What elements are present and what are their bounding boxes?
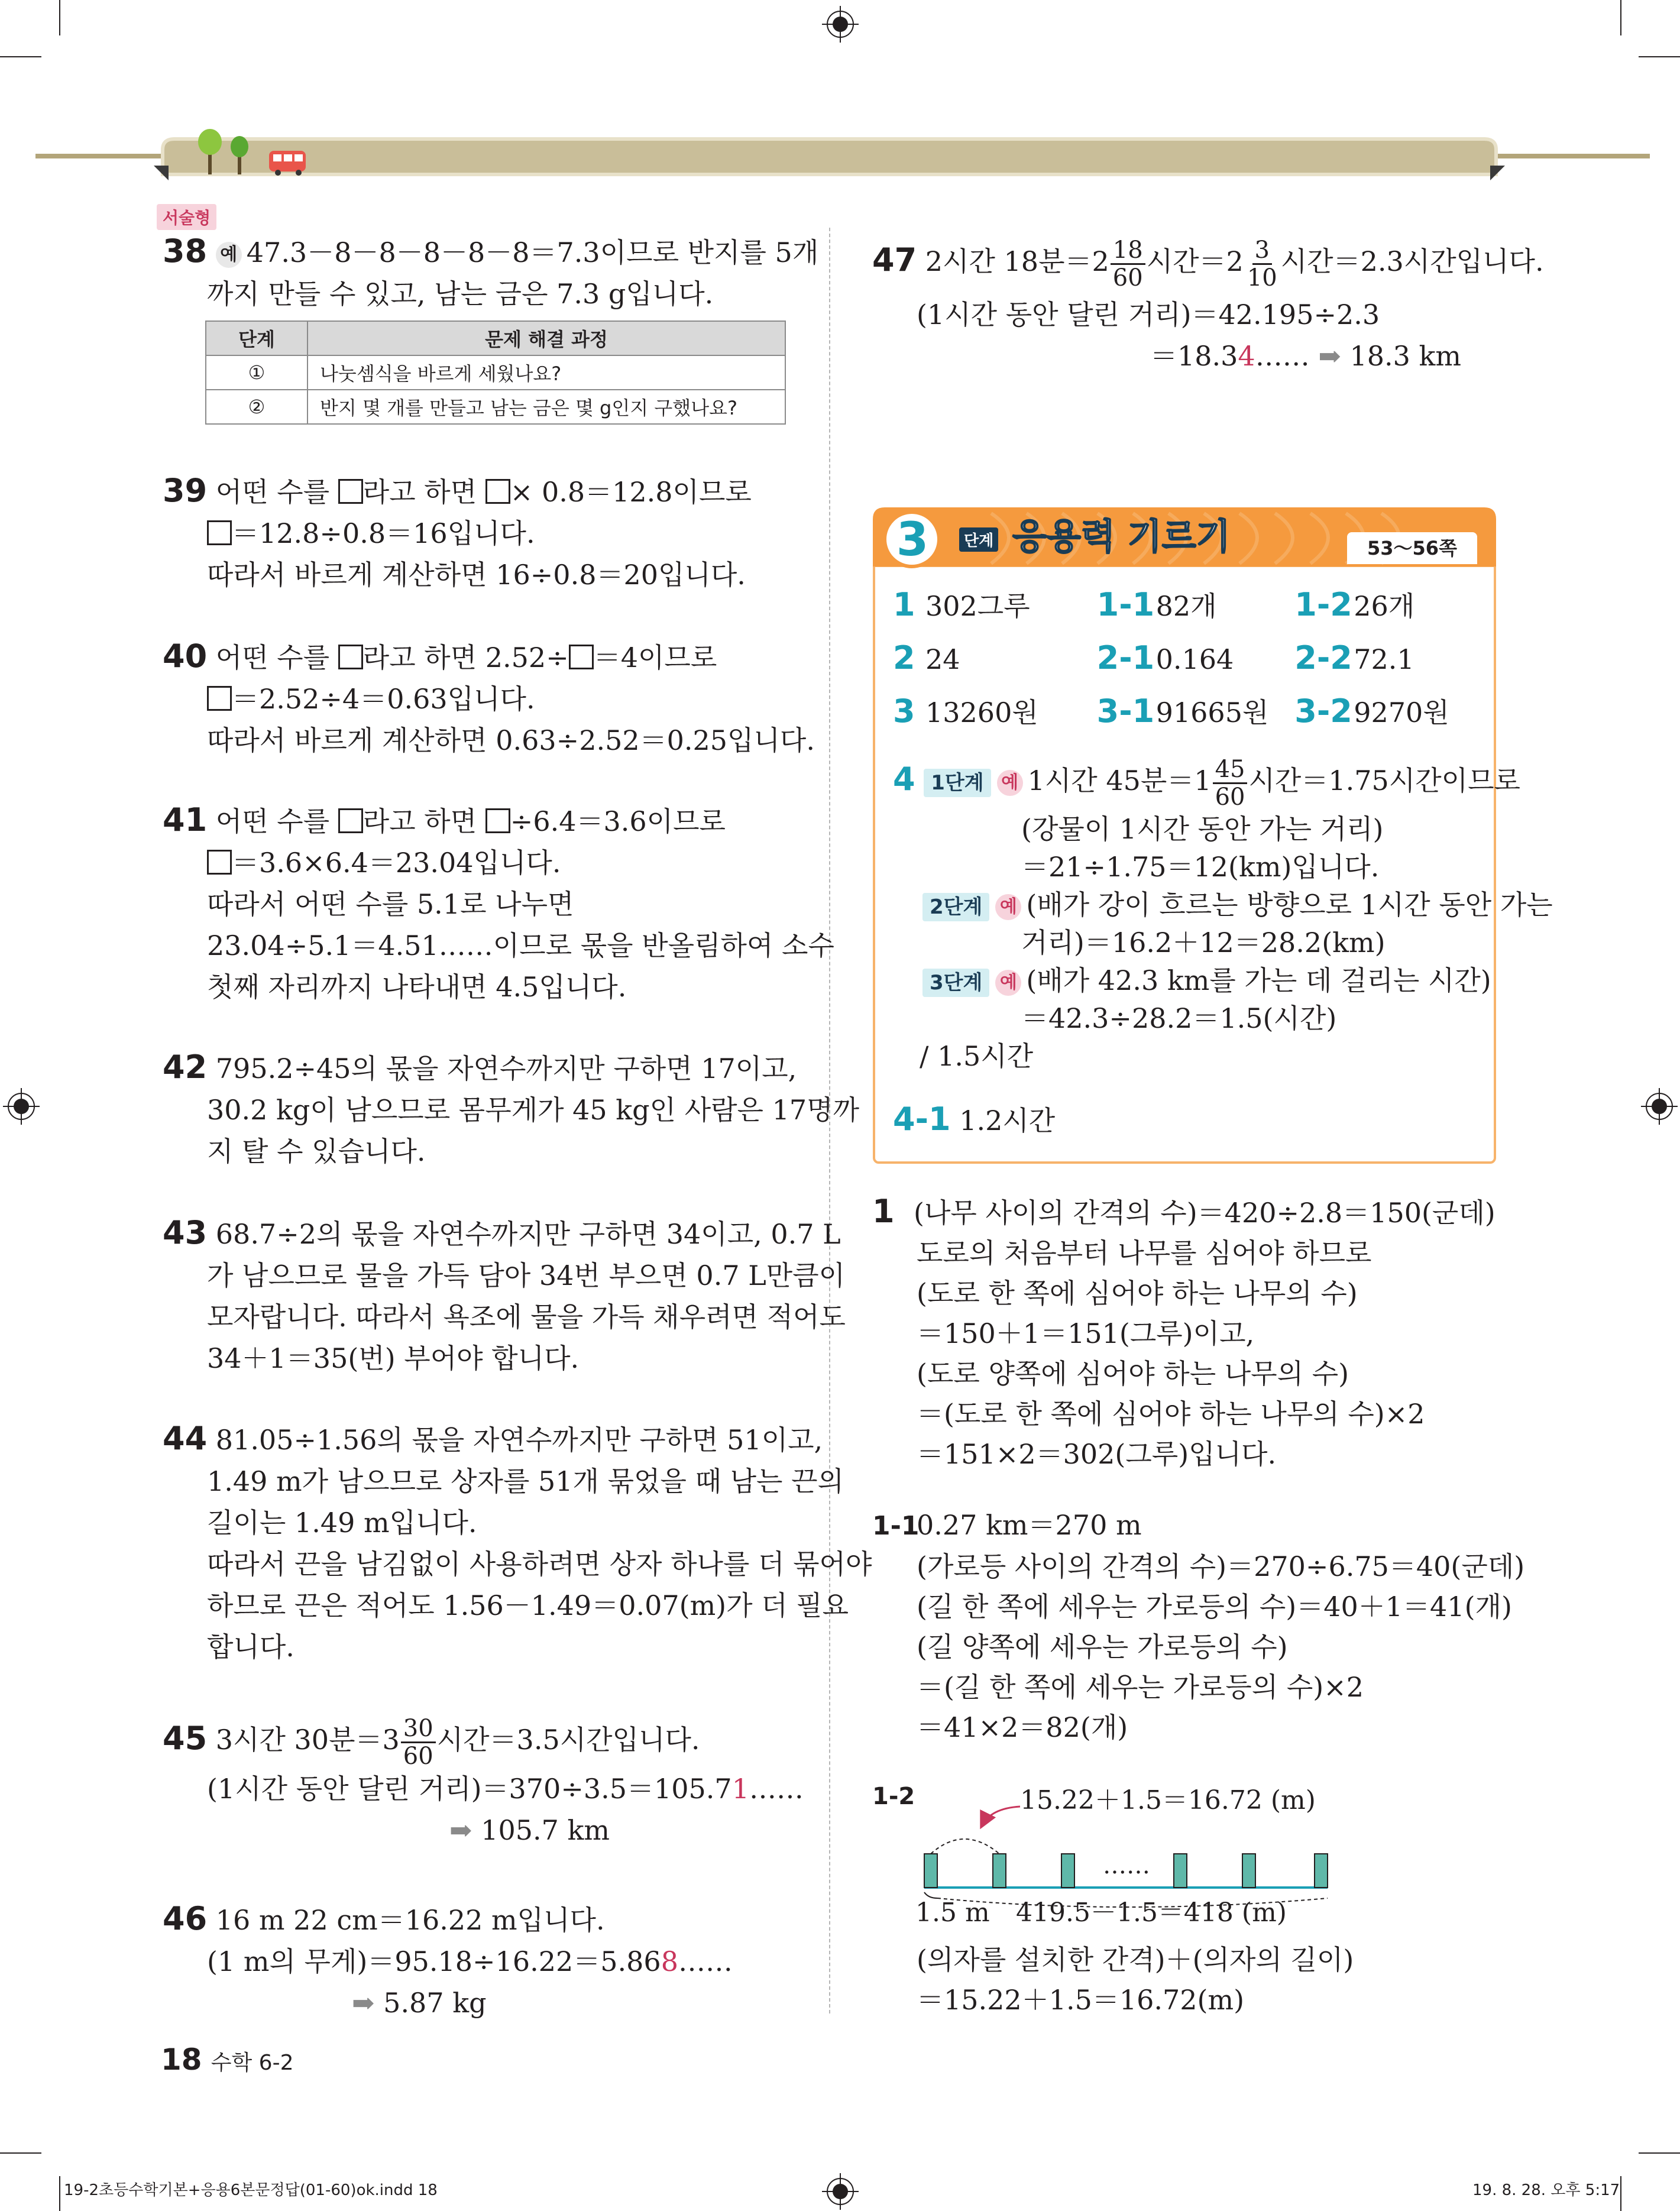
problem-38 (163, 231, 818, 425)
table-row: ① 나눗셈식을 바르게 세웠나요? (206, 355, 785, 390)
example-mark: 예 (997, 770, 1023, 796)
problem-46: 46 16 m 22 cm＝16.22 m입니다. (1 m의 무게)＝95.18÷16.22＝5.868…… ➡ 5.87 kg (163, 1900, 733, 2019)
text-line: 지 탈 수 있습니다. (207, 1135, 426, 1167)
struck-digit: 1 (731, 1772, 749, 1805)
text-line: ＝41×2＝82(개) (917, 1711, 1128, 1743)
text-line: 47.3－8－8－8－8－8＝7.3이므로 반지를 5개 (246, 237, 819, 268)
problem-44: 44 81.05÷1.56의 몫을 자연수까지만 구하면 51이고, 1.49 m가 남으므로 상자를 51개 묶었을 때 남는 끈의 길이는 1.49 m입니다. 따라서 끈을 남김없이 사용하려면 상자 하나를 더 묶어야 하므로 끈은 적어도 1.56－1.49＝0.07(m)가 더 필요 합니다. (163, 1418, 872, 1668)
text-line: 따라서 바르게 계산하면 0.63÷2.52＝0.25입니다. (207, 724, 815, 756)
answer-row: 3 13260원 3-191665원 3-29270원 (893, 692, 1449, 730)
file-name: 19-2초등수학기본+응용6본문정답(01-60)ok.indd 18 (64, 2181, 438, 2199)
registration-mark-icon (822, 2173, 859, 2210)
registration-mark-icon (1641, 1088, 1678, 1125)
problem-number: 46 (163, 1900, 208, 1937)
blank-box (485, 479, 510, 504)
step-badge: 1단계 (924, 769, 990, 797)
text-line: (길 양쪽에 세우는 가로등의 수) (917, 1631, 1288, 1663)
text-line: (길 한 쪽에 세우는 가로등의 수)＝40＋1＝41(개) (917, 1591, 1512, 1623)
registration-mark-icon (3, 1088, 40, 1125)
text-line: (강물이 1시간 동안 가는 거리) (1021, 813, 1384, 845)
explanation-1-2 (917, 1940, 1354, 2020)
crop-mark (1620, 0, 1621, 35)
text-line: 따라서 어떤 수를 5.1로 나누면 (207, 888, 574, 920)
answer: 18.3 km (1349, 340, 1462, 372)
crop-mark (59, 2176, 60, 2211)
text-line: 30.2 kg이 남으므로 몸무게가 45 kg인 사람은 17명까 (207, 1094, 860, 1126)
text-line: 첫째 자리까지 나타내면 4.5입니다. (207, 971, 627, 1003)
example-mark: 예 (216, 242, 242, 268)
problem-43: 43 68.7÷2의 몫을 자연수까지만 구하면 34이고, 0.7 L 가 남으므로 물을 가득 담아 34번 부으면 0.7 L만큼이 모자랍니다. 따라서 욕조에 물을 가득 채우려면 적어도 34＋1＝35(번) 부어야 합니다. (163, 1212, 846, 1379)
problem-number: 45 (163, 1720, 208, 1757)
problem-number: 43 (163, 1214, 208, 1251)
blank-box (207, 686, 232, 711)
problem-number: 39 (163, 472, 208, 509)
crop-mark (1639, 2152, 1680, 2154)
text-line: (1시간 동안 달린 거리)＝42.195÷2.3 (917, 299, 1380, 331)
stage-badge: 단계 (959, 527, 998, 552)
registration-mark-icon (822, 6, 859, 43)
text-line: (도로 한 쪽에 심어야 하는 나무의 수) (917, 1277, 1358, 1309)
crop-mark (59, 0, 60, 35)
text-line: ＝21÷1.75＝12(km)입니다. (1021, 851, 1380, 883)
table-row: ② 반지 몇 개를 만들고 남는 금은 몇 g인지 구했나요? (206, 390, 785, 424)
blank-box (207, 520, 232, 545)
table-header: 문제 해결 과정 (307, 321, 785, 355)
struck-digit: 4 (1238, 340, 1255, 372)
crop-mark (1639, 56, 1680, 57)
stage-number: 3 (896, 513, 929, 566)
problem-number: 40 (163, 637, 208, 675)
explanation-1-1: 1-10.27 km＝270 m (가로등 사이의 간격의 수)＝270÷6.75＝40(군데) (길 한 쪽에 세우는 가로등의 수)＝40＋1＝41(개) (길 양쪽에 세우는 가로등의 수) ＝(길 한 쪽에 세우는 가로등의 수)×2 ＝41×2＝82(개) (872, 1505, 1524, 1747)
text-line: 하므로 끈은 적어도 1.56－1.49＝0.07(m)가 더 필요 (207, 1590, 849, 1621)
step-badge: 3단계 (922, 969, 989, 997)
crop-mark (1620, 2176, 1621, 2211)
problem-number: 42 (163, 1048, 208, 1086)
answer-grid (893, 584, 1449, 744)
blank-box (207, 850, 232, 875)
book-title: 수학 6-2 (211, 2051, 294, 2075)
text-line: 23.04÷5.1＝4.51……이므로 몫을 반올림하여 소수 (207, 930, 834, 962)
blank-box (569, 645, 594, 669)
text-line: ＝(길 한 쪽에 세우는 가로등의 수)×2 (917, 1671, 1364, 1703)
page-number: 18 (161, 2042, 202, 2077)
fraction: $\frac{3}{10}$ (1247, 236, 1277, 292)
answer: / 1.5시간 (920, 1040, 1034, 1072)
answer-row: 1 302그루 1-182개 1-226개 (893, 586, 1415, 623)
stage-title: 응용력 기르기 (1012, 516, 1231, 558)
text-line: (가로등 사이의 간격의 수)＝270÷6.75＝40(군데) (917, 1550, 1525, 1582)
figure-label: 15.22＋1.5＝16.72 (m) (1020, 1785, 1316, 1815)
blank-box (338, 645, 363, 669)
problem-number: 44 (163, 1420, 208, 1457)
stage3-q4: 4 1단계 예 1시간 45분＝1 $\frac{45}{60}$ 시간＝1.75시간이므로 (강물이 1시간 동안 가는 거리) ＝21÷1.75＝12(km)입니다. 2단계 예 (배가 강이 흐르는 방향으로 1시간 동안 가는 거리)＝16.2＋12＝28.2(km) 3단계 예 (배가 42.3 km를 가는 데 걸리는 시간) ＝42.3÷28.2＝1.5(시간) / 1.5시간 (893, 750, 1553, 1075)
answer: 105.7 km (481, 1814, 610, 1846)
text-line: ＝151×2＝302(그루)입니다. (917, 1438, 1277, 1470)
text-line: (도로 양쪽에 심어야 하는 나무의 수) (917, 1358, 1349, 1390)
text-line: 가 남으므로 물을 가득 담아 34번 부으면 0.7 L만큼이 (207, 1260, 846, 1291)
stage3-q4-1: 4-1 1.2시간 (893, 1100, 1056, 1138)
problem-47: 47 2시간 18분＝2 $\frac{18}{60}$ 시간＝2 $\frac{3}{10}$ 시간＝2.3시간입니다. (1시간 동안 달린 거리)＝42.195÷2.3 ＝18.34…… ➡ 18.3 km (872, 236, 1544, 372)
explanation-1: 1 (나무 사이의 간격의 수)＝420÷2.8＝150(군데) 도로의 처음부터 나무를 심어야 하므로 (도로 한 쪽에 심어야 하는 나무의 수) ＝150＋1＝151(그루)이고, (도로 양쪽에 심어야 하는 나무의 수) ＝(도로 한 쪽에 심어야 하는 나무의 수)×2 ＝151×2＝302(그루)입니다. (872, 1192, 1496, 1474)
figure-label: 1.5 m (915, 1898, 990, 1928)
fraction: $\frac{30}{60}$ (401, 1717, 436, 1768)
text-line: ＝150＋1＝151(그루)이고, (917, 1317, 1255, 1349)
problem-42: 42 795.2÷45의 몫을 자연수까지만 구하면 17이고, 30.2 kg이 남으므로 몸무게가 45 kg인 사람은 17명까 지 탈 수 있습니다. (163, 1047, 859, 1172)
crop-mark (0, 2152, 41, 2154)
blank-box (338, 808, 363, 833)
page-footer (161, 2039, 293, 2087)
text-line: ＝(도로 한 쪽에 심어야 하는 나무의 수)×2 (917, 1398, 1425, 1430)
fraction: $\frac{45}{60}$ (1213, 757, 1248, 809)
step-badge: 2단계 (922, 893, 989, 921)
problem-number: 47 (872, 241, 917, 279)
arrow-right-icon: ➡ (352, 1987, 375, 2019)
crop-mark (0, 56, 41, 57)
figure-label: …… (1103, 1852, 1150, 1879)
text-line: 34＋1＝35(번) 부어야 합니다. (207, 1342, 580, 1374)
text-line: 모자랍니다. 따라서 욕조에 물을 가득 채우려면 적어도 (207, 1301, 846, 1333)
problem-number: 41 (163, 801, 208, 839)
problem-41: 41 어떤 수를 라고 하면 ÷6.4＝3.6이므로 ＝3.6×6.4＝23.04입니다. 따라서 어떤 수를 5.1로 나누면 23.04÷5.1＝4.51……이므로 몫을 반올림하여 소수 첫째 자리까지 나타내면 4.5입니다. (163, 799, 834, 1008)
figure-label: 419.5－1.5＝418 (m) (1016, 1898, 1287, 1928)
problem-45: 45 3시간 30분＝3 $\frac{30}{60}$ 시간＝3.5시간입니다. (1시간 동안 달린 거리)＝370÷3.5＝105.71…… ➡ 105.7 km (163, 1714, 804, 1846)
example-mark: 예 (995, 970, 1021, 996)
arrow-right-icon: ➡ (1318, 340, 1341, 372)
text-line: 길이는 1.49 m입니다. (207, 1507, 477, 1539)
problem-number: 38 (163, 232, 208, 270)
tree-bus-icon (195, 127, 313, 177)
example-mark: 예 (995, 894, 1021, 920)
problem-39: 39 어떤 수를 라고 하면 × 0.8＝12.8이므로 ＝12.8÷0.8＝16입니다. 따라서 바르게 계산하면 16÷0.8＝20입니다. (163, 470, 752, 595)
text-line: 따라서 끈을 남김없이 사용하려면 상자 하나를 더 묶어야 (207, 1548, 872, 1580)
blank-box (338, 479, 363, 504)
text-line: 1.49 m가 남으므로 상자를 51개 묶었을 때 남는 끈의 (207, 1465, 844, 1497)
text-line: 거리)＝16.2＋12＝28.2(km) (1021, 927, 1386, 959)
table-header: 단계 (206, 321, 307, 355)
problem-number: 1-2 (872, 1783, 915, 1810)
text-line: 따라서 바르게 계산하면 16÷0.8＝20입니다. (207, 559, 746, 591)
print-date: 19. 8. 28. 오후 5:17 (1472, 2181, 1620, 2199)
struck-digit: 8 (661, 1945, 678, 1977)
answer-row: 2 24 2-10.164 2-272.1 (893, 639, 1414, 676)
text-line: 합니다. (207, 1631, 294, 1663)
text-line: ＝15.22＋1.5＝16.72(m) (917, 1984, 1245, 2016)
page-range: 53～56쪽 (1347, 532, 1477, 564)
text-line: 까지 만들 수 있고, 남는 금은 7.3 g입니다. (207, 278, 714, 310)
blank-box (485, 808, 510, 833)
text-line: ＝42.3÷28.2＝1.5(시간) (1021, 1002, 1337, 1034)
text-line: (의자를 설치한 간격)＋(의자의 길이) (917, 1944, 1354, 1976)
text-line: 도로의 처음부터 나무를 심어야 하므로 (917, 1237, 1372, 1269)
problem-40: 40 어떤 수를 라고 하면 2.52÷ ＝4이므로 ＝2.52÷4＝0.63입니다. 따라서 바르게 계산하면 0.63÷2.52＝0.25입니다. (163, 636, 815, 761)
fraction: $\frac{18}{60}$ (1111, 238, 1145, 290)
scoring-table (205, 321, 786, 425)
arrow-right-icon: ➡ (449, 1814, 472, 1846)
answer: 5.87 kg (383, 1987, 487, 2019)
essay-tag: 서술형 (157, 204, 216, 230)
